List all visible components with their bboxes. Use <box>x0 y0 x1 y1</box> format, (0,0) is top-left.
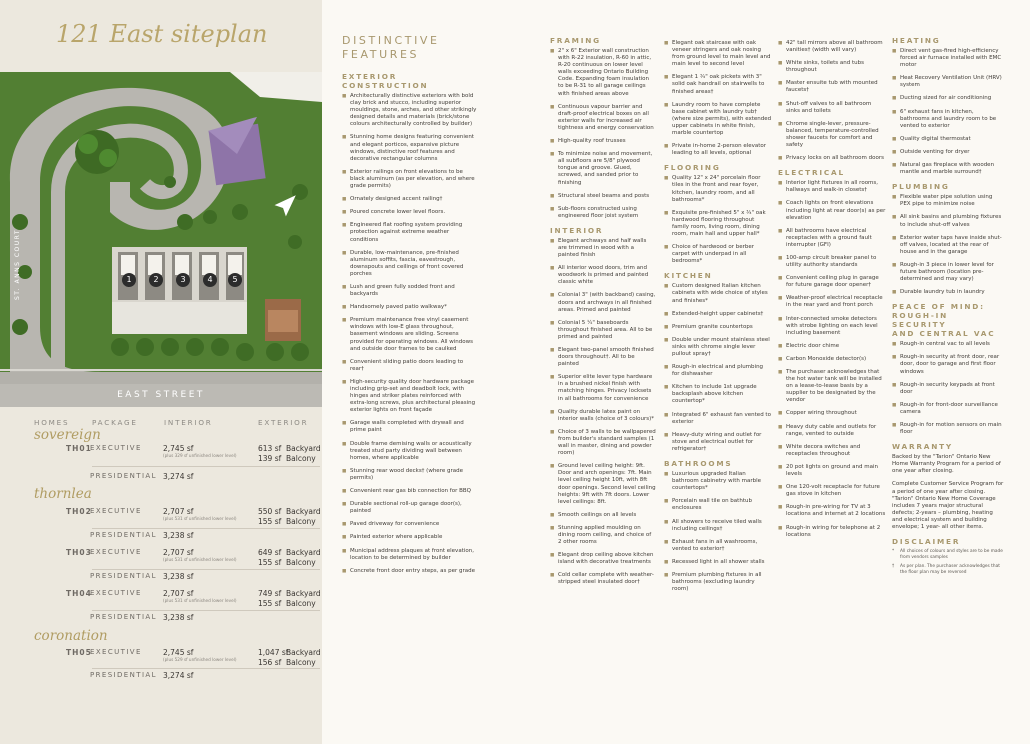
section-title-warranty: WARRANTY <box>892 442 954 452</box>
list-item: ■ Poured concrete lower level floors. <box>342 209 478 216</box>
unit-code: TH05 <box>66 648 92 657</box>
list-item: ■ Rough-in for front-door surveillance camera <box>892 402 1004 416</box>
list-item: ■ Elegant drop ceiling above kitchen island with decorative treatments <box>550 552 656 566</box>
list-item: ■ 20 pot lights on ground and main levels <box>778 464 886 478</box>
list-item: ■ Electric door chime <box>778 343 886 350</box>
table-row <box>0 671 322 691</box>
section-title-flooring: FLOORING <box>664 163 721 173</box>
list-item: ■ Coach lights on front elevations including light at rear door(s) as per elevation <box>778 200 886 221</box>
package: PRESIDENTIAL <box>90 472 157 480</box>
table-row <box>0 648 322 668</box>
exterior-sf: 156 sf <box>258 658 282 667</box>
list-item: ■ Heat Recovery Ventilation Unit (HRV) system <box>892 75 1004 89</box>
interior-sf: 2,707 sf <box>163 507 194 516</box>
list-item: ■ All sink basins and plumbing fixtures to include shut-off valves <box>892 214 1004 228</box>
package: EXECUTIVE <box>90 444 142 452</box>
interior-note: (plus 529 sf unfinished lower level) <box>163 657 237 662</box>
exterior-sf: 613 sf <box>258 444 282 453</box>
misc-list <box>664 40 772 157</box>
list-item: ■ To minimize noise and movement, all subfloors are 5/8" plywood tongue and groove. Glued, screwed, and sanded prior to finishing <box>550 151 656 186</box>
list-item: ■ Durable laundry tub in laundry <box>892 289 1004 296</box>
exterior-sf: 749 sf <box>258 589 282 598</box>
section-title-exterior: EXTERIOR CONSTRUCTION <box>342 72 429 90</box>
features-column-2 <box>550 36 656 593</box>
exterior-sf: 649 sf <box>258 548 282 557</box>
unit-code: TH01 <box>66 444 92 453</box>
list-item: ■ Quality 12" x 24" porcelain floor tiles in the front and rear foyer, kitchen, laundry room, and all bathrooms* <box>664 175 772 203</box>
interior-sf: 2,707 sf <box>163 589 194 598</box>
lot-marker: 5 <box>228 273 242 287</box>
exterior-label: Balcony <box>286 454 316 463</box>
package: PRESIDENTIAL <box>90 531 157 539</box>
list-item: ■ 6" exhaust fans in kitchen, bathrooms and laundry room to be vented to exterior <box>892 109 1004 130</box>
list-item: ■ Double frame demising walls or acoustically treated stud party dividing wall between homes, where applicable <box>342 441 478 462</box>
list-item: ■ Interior light fixtures in all rooms, hallways and walk-in closets† <box>778 180 886 194</box>
package: PRESIDENTIAL <box>90 572 157 580</box>
list-item: ■ Exterior water taps have inside shut-off valves, located at the rear of house and in the garage <box>892 235 1004 256</box>
siteplan-map <box>0 72 322 407</box>
table-row <box>0 444 322 464</box>
list-item: ■ Master ensuite tub with mounted faucets† <box>778 80 886 94</box>
list-item: ■ Smooth ceilings on all levels <box>550 512 656 519</box>
list-item: ■ Natural gas fireplace with wooden mantle and marble surround† <box>892 162 1004 176</box>
model-name: thornlea <box>34 486 92 502</box>
section-title-plumbing: PLUMBING <box>892 182 950 192</box>
list-item: ■ White decora switches and receptacles throughout <box>778 444 886 458</box>
list-item: ■ Durable, low-maintenance, pre-finished aluminum soffits, fascia, eavestrough, downspouts and ceilings of front covered porches <box>342 250 478 278</box>
list-item: ■ Municipal address plaques at front elevation, location to be determined by builder <box>342 548 478 562</box>
framing-list <box>550 48 656 220</box>
list-item: ■ High-security quality door hardware package including grip-set and deadbolt lock, with hinges and striker plates reinforced with extra-long screws, plus architectural pleasing exterior lights on front façade <box>342 379 478 414</box>
list-item: ■ Choice of hardwood or berber carpet with underpad in all bedrooms* <box>664 244 772 265</box>
section-title-bathrooms: BATHROOMS <box>664 459 733 469</box>
package: EXECUTIVE <box>90 507 142 515</box>
list-item: ■ Convenient rear gas bib connection for BBQ <box>342 488 478 495</box>
list-item: ■ Ducting sized for air conditioning <box>892 95 1004 102</box>
interior-note: (plus 531 sf unfinished lower level) <box>163 598 237 603</box>
electrical-list <box>778 180 886 538</box>
exterior-label: Backyard <box>286 589 321 598</box>
list-item: ■ Carbon Monoxide detector(s) <box>778 356 886 363</box>
divider <box>92 528 320 529</box>
package: EXECUTIVE <box>90 648 142 656</box>
table-row <box>0 589 322 609</box>
list-item: ■ All bathrooms have electrical receptacles with a ground fault interrupter (GFI) <box>778 228 886 249</box>
list-item: ■ All showers to receive tiled walls including ceilings† <box>664 519 772 533</box>
table-row <box>0 507 322 527</box>
lot-numbers <box>120 273 250 291</box>
list-item: ■ Inter-connected smoke detectors with strobe lighting on each level including basement <box>778 316 886 337</box>
list-item: ■ Structural steel beams and posts <box>550 193 656 200</box>
features-column-1 <box>342 34 478 581</box>
model-name: coronation <box>34 628 108 644</box>
list-item: ■ Exterior railings on front elevations to be black aluminum (as per elevation, and where grade permits) <box>342 169 478 190</box>
exterior-sf: 155 sf <box>258 558 282 567</box>
section-title-interior: INTERIOR <box>550 225 604 235</box>
list-item: ■ Choice of 3 walls to be wallpapered from builder's standard samples (1 wall in master, dining and powder room) <box>550 429 656 457</box>
lot-marker: 2 <box>149 273 163 287</box>
list-item: ■ Extended-height upper cabinets† <box>664 311 772 318</box>
page-title: 121 East siteplan <box>56 20 268 48</box>
siteplan-illustration <box>0 72 322 407</box>
section-title-electrical: ELECTRICAL <box>778 168 845 178</box>
interior-sf: 3,238 sf <box>163 572 194 581</box>
list-item: ■ Rough-in security at front door, rear door, door to garage and first floor windows <box>892 354 1004 375</box>
list-item: ■ Elegant oak staircase with oak veneer stringers and oak nosing from ground level to main level and main level to second level <box>664 40 772 68</box>
interior-list <box>550 238 656 587</box>
court-label: ST. ANNS COURT <box>14 228 21 300</box>
list-item: ■ Ornately designed accent railing† <box>342 196 478 203</box>
kitchen-list <box>664 283 772 453</box>
list-item: ■ Rough-in wiring for telephone at 2 locations <box>778 525 886 539</box>
section-title-kitchen: KITCHEN <box>664 271 713 281</box>
list-item: ■ Sub-floors constructed using engineered floor joist system <box>550 206 656 220</box>
section-title-peace: ROUGH-IN SECURITY <box>892 311 949 330</box>
section-title-peace: PEACE OF MIND: <box>892 302 985 312</box>
interior-sf: 3,274 sf <box>163 472 194 481</box>
features-column-5 <box>892 36 1004 580</box>
features-column-3 <box>664 40 772 599</box>
interior-note: (plus 531 sf unfinished lower level) <box>163 516 237 521</box>
interior-sf: 3,274 sf <box>163 671 194 680</box>
list-item: ■ Premium maintenance free vinyl casement windows with low-E glass throughout, basement windows are sliding. Screens provided for operating windows. All windows and outside door frames to be caulked <box>342 317 478 352</box>
bathrooms-list <box>664 471 772 593</box>
interior-sf: 2,745 sf <box>163 648 194 657</box>
list-item: ■ Weather-proof electrical receptacle in the rear yard and front porch <box>778 295 886 309</box>
divider <box>92 668 320 669</box>
bath-fixtures-list <box>778 40 886 162</box>
interior-sf: 2,707 sf <box>163 548 194 557</box>
divider <box>92 466 320 467</box>
interior-note: (plus 531 sf unfinished lower level) <box>163 557 237 562</box>
flooring-list <box>664 175 772 265</box>
exterior-label: Backyard <box>286 507 321 516</box>
section-title-disclaimer: DISCLAIMER <box>892 537 961 547</box>
list-item: ■ Rough-in 3 piece in lower level for future bathroom (location pre-determined and may vary) <box>892 262 1004 283</box>
list-item: ■ Direct vent gas-fired high-efficiency forced air furnace installed with EMC motor <box>892 48 1004 69</box>
list-item: ■ Stunning home designs featuring convenient and elegant porticos, expansive picture windows, distinctive roof features and decorative rectangular columns <box>342 134 478 162</box>
list-item: ■ Custom designed Italian kitchen cabinets with wide choice of styles and finishes* <box>664 283 772 304</box>
exterior-sf: 139 sf <box>258 454 282 463</box>
divider <box>92 569 320 570</box>
list-item: ■ Recessed light in all shower stalls <box>664 559 772 566</box>
list-item: ■ Painted exterior where applicable <box>342 534 478 541</box>
exterior-label: Balcony <box>286 658 316 667</box>
disclaimer-mark: * <box>892 549 895 555</box>
list-item: ■ Convenient ceiling plug in garage for future garage door opener† <box>778 275 886 289</box>
unit-code: TH03 <box>66 548 92 557</box>
lot-marker: 4 <box>203 273 217 287</box>
list-item: ■ Continuous vapour barrier and draft-proof electrical boxes on all exterior walls for increased air tightness and energy conservation <box>550 104 656 132</box>
lot-marker: 1 <box>122 273 136 287</box>
exterior-label: Backyard <box>286 548 321 557</box>
section-title-framing: FRAMING <box>550 36 601 45</box>
list-item: ■ Kitchen to include 1st upgrade backsplash above kitchen countertop* <box>664 384 772 405</box>
disclaimer-text: As per plan. The purchaser acknowledges that the floor plan may be reversed <box>900 564 1000 575</box>
list-item: ■ White sinks, toilets and tubs throughout <box>778 60 886 74</box>
col-package: PACKAGE <box>92 418 138 427</box>
unit-code: TH02 <box>66 507 92 516</box>
disclaimer-item <box>892 549 1004 560</box>
list-item: ■ Integrated 6" exhaust fan vented to exterior <box>664 412 772 426</box>
exterior-label: Balcony <box>286 517 316 526</box>
list-item: ■ Porcelain wall tile on bathtub enclosures <box>664 498 772 512</box>
exterior-sf: 1,047 sf <box>258 648 289 657</box>
features-heading: DISTINCTIVE <box>342 34 440 47</box>
list-item: ■ Elegant 1 ¾" oak pickets with 3" solid oak handrail on stairwells to finished areas† <box>664 74 772 95</box>
list-item: ■ Garage walls completed with drywall and prime paint <box>342 420 478 434</box>
siteplan-panel <box>0 0 322 744</box>
list-item: ■ Superior elite lever type hardware in a brushed nickel finish with matching hinges. Privacy locksets in all bathrooms for convenience <box>550 374 656 402</box>
list-item: ■ Privacy locks on all bathroom doors <box>778 155 886 162</box>
list-item: ■ Convenient sliding patio doors leading to rear† <box>342 359 478 373</box>
exterior-label: Backyard <box>286 444 321 453</box>
list-item: ■ Elegant two-panel smooth finished doors throughout†. All to be painted <box>550 347 656 368</box>
list-item: ■ Shut-off valves to all bathroom sinks and toilets <box>778 101 886 115</box>
lot-marker: 3 <box>176 273 190 287</box>
list-item: ■ Exhaust fans in all washrooms, vented to exterior† <box>664 539 772 553</box>
disclaimer-mark: † <box>892 564 895 570</box>
list-item: ■ Engineered flat roofing system providing protection against extreme weather conditions <box>342 222 478 243</box>
list-item: ■ One 120-volt receptacle for future gas stove in kitchen <box>778 484 886 498</box>
list-item: ■ Private in-home 2-person elevator leading to all levels, optional <box>664 143 772 157</box>
warranty-text: Complete Customer Service Program for a period of one year after closing. "Tarion" Ontario New Home Coverage includes 7 years major structural defects; 2-years – plumbing, heating and electrical system and building envelope; 1 year- all other items. <box>892 481 1004 531</box>
list-item: ■ 42" tall mirrors above all bathroom vanities† (width will vary) <box>778 40 886 54</box>
list-item: ■ Quality durable latex paint on interior walls (choice of 3 colours)* <box>550 409 656 423</box>
list-item: ■ Exquisite pre-finished 5" x ¾" oak hardwood flooring throughout family room, living room, dining room, main hall and upper hall* <box>664 210 772 238</box>
list-item: ■ Rough-in security keypads at front door <box>892 382 1004 396</box>
list-item: ■ Handsomely paved patio walkway* <box>342 304 478 311</box>
list-item: ■ High-quality roof trusses <box>550 138 656 145</box>
list-item: ■ The purchaser acknowledges that the hot water tank will be installed on a lease-to-lease basis by a supplier to be designated by the vendor <box>778 369 886 404</box>
list-item: ■ Rough-in pre-wiring for TV at 3 locations and internet at 2 locations <box>778 504 886 518</box>
interior-sf: 3,238 sf <box>163 531 194 540</box>
list-item: ■ Stunning applied moulding on dining room ceiling, and choice of 2 other rooms <box>550 525 656 546</box>
disclaimer-text: All choices of colours and styles are to be made from vendors samples <box>900 549 1003 560</box>
list-item: ■ Premium granite countertops <box>664 324 772 331</box>
interior-note: (plus 329 sf unfinished lower level) <box>163 453 237 458</box>
disclaimer-item <box>892 564 1004 575</box>
list-item: ■ Heavy duty cable and outlets for range, vented to outside <box>778 424 886 438</box>
package: PRESIDENTIAL <box>90 613 157 621</box>
col-homes: HOMES <box>34 418 70 427</box>
package: EXECUTIVE <box>90 548 142 556</box>
list-item: ■ Premium plumbing fixtures in all bathrooms (excluding laundry room) <box>664 572 772 593</box>
list-item: ■ Lush and green fully sodded front and backyards <box>342 284 478 298</box>
list-item: ■ Ground level ceiling height: 9ft. Door and arch openings: 7ft. Main level ceiling height 10ft, with 8ft door openings. Second level ceiling heights: 9ft with 7ft doors. Lower level ceilings: 8ft. <box>550 463 656 506</box>
interior-sf: 2,745 sf <box>163 444 194 453</box>
list-item: ■ Outside venting for dryer <box>892 149 1004 156</box>
exterior-sf: 550 sf <box>258 507 282 516</box>
heating-list <box>892 48 1004 176</box>
list-item: ■ Double under mount stainless steel sinks with chrome single lever pullout spray† <box>664 337 772 358</box>
security-list <box>892 341 1004 436</box>
list-item: ■ Chrome single-lever, pressure-balanced, temperature-controlled shower faucets for comfort and safety <box>778 121 886 149</box>
list-item: ■ Concrete front door entry steps, as per grade <box>342 568 478 575</box>
plumbing-list <box>892 194 1004 296</box>
list-item: ■ Copper wiring throughout <box>778 410 886 417</box>
unit-code: TH04 <box>66 589 92 598</box>
list-item: ■ Cold cellar complete with weather-stripped steel insulated door† <box>550 572 656 586</box>
package: EXECUTIVE <box>90 589 142 597</box>
list-item: ■ Colonial 5 ¼" baseboards throughout finished area. All to be primed and painted <box>550 320 656 341</box>
list-item: ■ Laundry room to have complete base cabinet with laundry tub† (where size permits), with extended upper cabinets in white finish, marble countertop <box>664 102 772 137</box>
exterior-sf: 155 sf <box>258 599 282 608</box>
list-item: ■ Quality digital thermostat <box>892 136 1004 143</box>
list-item: ■ Stunning rear wood decks† (where grade permits) <box>342 468 478 482</box>
list-item: ■ All interior wood doors, trim and woodwork is primed and painted classic white <box>550 265 656 286</box>
interior-sf: 3,238 sf <box>163 613 194 622</box>
warranty-text: Backed by the "Tarion" Ontario New Home Warranty Program for a period of one year after closing. <box>892 454 1001 475</box>
list-item: ■ Durable sectional roll-up garage door(s), painted <box>342 501 478 515</box>
col-exterior: EXTERIOR <box>258 418 309 427</box>
package: PRESIDENTIAL <box>90 671 157 679</box>
col-interior: INTERIOR <box>164 418 213 427</box>
table-row <box>0 548 322 568</box>
list-item: ■ 100-amp circuit breaker panel to utility authority standards <box>778 255 886 269</box>
divider <box>92 610 320 611</box>
list-item: ■ Flexible water pipe solution using PEX pipe to minimize noise <box>892 194 1004 208</box>
list-item: ■ Architecturally distinctive exteriors with bold clay brick and stucco, including superior mouldings, stone, arches, and other strikingly designed details and materials (brick/stone colours architecturally controlled by builder) <box>342 93 478 128</box>
list-item: ■ Paved driveway for convenience <box>342 521 478 528</box>
features-column-4 <box>778 40 886 545</box>
list-item: ■ 2" x 6" Exterior wall construction with R-22 insulation, R-60 in attic, R-20 continuous on lower level walls exceeding Ontario Building Code. Expanding foam insulation to be R-31 to all garage ceilings with finished areas above <box>550 48 656 98</box>
street-label: EAST STREET <box>117 390 205 400</box>
list-item: ■ Rough-in central vac to all levels <box>892 341 1004 348</box>
model-name: sovereign <box>34 427 101 443</box>
list-item: ■ Luxurious upgraded Italian bathroom cabinetry with marble countertops* <box>664 471 772 492</box>
list-item: ■ Colonial 3" (with backband) casing, doors and archways in all finished areas. Primed and painted <box>550 292 656 313</box>
features-heading: FEATURES <box>342 48 420 61</box>
list-item: ■ Heavy-duty wiring and outlet for stove and electrical outlet for refrigerator† <box>664 432 772 453</box>
exterior-label: Balcony <box>286 599 316 608</box>
exterior-list <box>342 93 478 575</box>
section-title-heating: HEATING <box>892 36 941 45</box>
exterior-sf: 155 sf <box>258 517 282 526</box>
exterior-label: Backyard <box>286 648 321 657</box>
list-item: ■ Rough-in electrical and plumbing for dishwasher <box>664 364 772 378</box>
list-item: ■ Elegant archways and half walls are trimmed in wood with a painted finish <box>550 238 656 259</box>
list-item: ■ Rough-in for motion sensors on main floor <box>892 422 1004 436</box>
section-title-peace: AND CENTRAL VAC <box>892 329 996 339</box>
exterior-label: Balcony <box>286 558 316 567</box>
